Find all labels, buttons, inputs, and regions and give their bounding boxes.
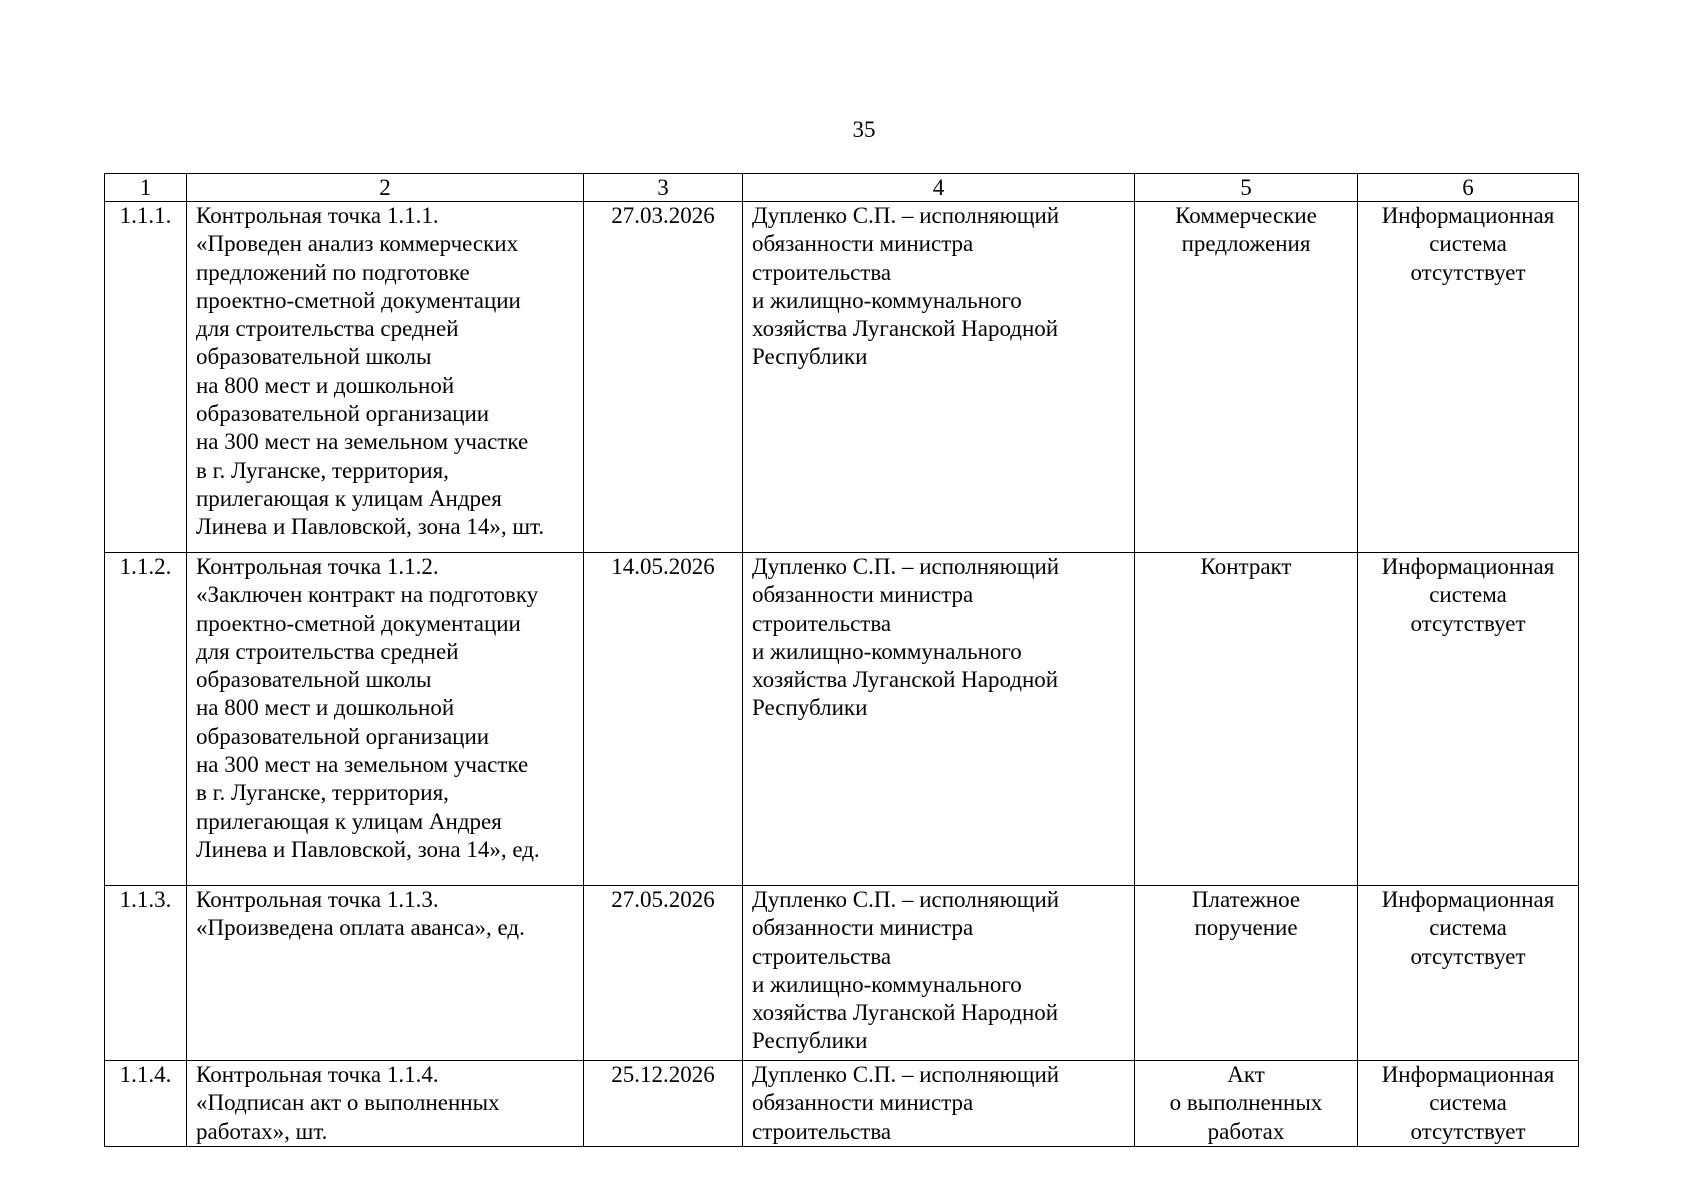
confirming-document: Акт о выполненных работах xyxy=(1135,1061,1358,1147)
responsible-person: Дупленко С.П. – исполняющий обязанности министра строительства xyxy=(743,1061,1135,1147)
column-header: 2 xyxy=(187,174,584,202)
information-system: Информационная система отсутствует xyxy=(1358,1061,1579,1147)
control-point-date: 27.03.2026 xyxy=(584,202,743,553)
control-points-table xyxy=(104,173,1579,1147)
column-header: 4 xyxy=(743,174,1135,202)
responsible-person: Дупленко С.П. – исполняющий обязанности министра строительства и жилищно-коммунального хозяйства Луганской Народной Республики xyxy=(743,553,1135,886)
table-row xyxy=(105,202,1579,553)
confirming-document: Коммерческие предложения xyxy=(1135,202,1358,553)
table-row xyxy=(105,553,1579,886)
row-number: 1.1.3. xyxy=(105,886,187,1061)
column-header: 3 xyxy=(584,174,743,202)
control-point-description: Контрольная точка 1.1.4. «Подписан акт о выполненных работах», шт. xyxy=(187,1061,584,1147)
control-point-description: Контрольная точка 1.1.3. «Произведена оплата аванса», ед. xyxy=(187,886,584,1061)
control-point-date: 14.05.2026 xyxy=(584,553,743,886)
page-number: 35 xyxy=(852,117,876,142)
confirming-document: Контракт xyxy=(1135,553,1358,886)
row-number: 1.1.1. xyxy=(105,202,187,553)
row-number: 1.1.2. xyxy=(105,553,187,886)
table-row xyxy=(105,886,1579,1061)
column-header: 1 xyxy=(105,174,187,202)
information-system: Информационная система отсутствует xyxy=(1358,202,1579,553)
control-point-description: Контрольная точка 1.1.1. «Проведен анализ коммерческих предложений по подготовке проектно-сметной документации для строительства средней образовательной школы на 800 мест и дошкольной образовательной организации на 300 мест на земельном участке в г. Луганске, территория, прилегающая к улицам Андрея Линева и Павловской, зона 14», шт. xyxy=(187,202,584,553)
responsible-person: Дупленко С.П. – исполняющий обязанности министра строительства и жилищно-коммунального хозяйства Луганской Народной Республики xyxy=(743,886,1135,1061)
control-point-date: 25.12.2026 xyxy=(584,1061,743,1147)
control-point-date: 27.05.2026 xyxy=(584,886,743,1061)
table-row xyxy=(105,1061,1579,1147)
column-header: 6 xyxy=(1358,174,1579,202)
table-header-row xyxy=(105,174,1579,202)
information-system: Информационная система отсутствует xyxy=(1358,886,1579,1061)
column-header: 5 xyxy=(1135,174,1358,202)
row-number: 1.1.4. xyxy=(105,1061,187,1147)
information-system: Информационная система отсутствует xyxy=(1358,553,1579,886)
responsible-person: Дупленко С.П. – исполняющий обязанности министра строительства и жилищно-коммунального хозяйства Луганской Народной Республики xyxy=(743,202,1135,553)
control-point-description: Контрольная точка 1.1.2. «Заключен контракт на подготовку проектно-сметной документации для строительства средней образовательной школы на 800 мест и дошкольной образовательной организации на 300 мест на земельном участке в г. Луганске, территория, прилегающая к улицам Андрея Линева и Павловской, зона 14», ед. xyxy=(187,553,584,886)
confirming-document: Платежное поручение xyxy=(1135,886,1358,1061)
